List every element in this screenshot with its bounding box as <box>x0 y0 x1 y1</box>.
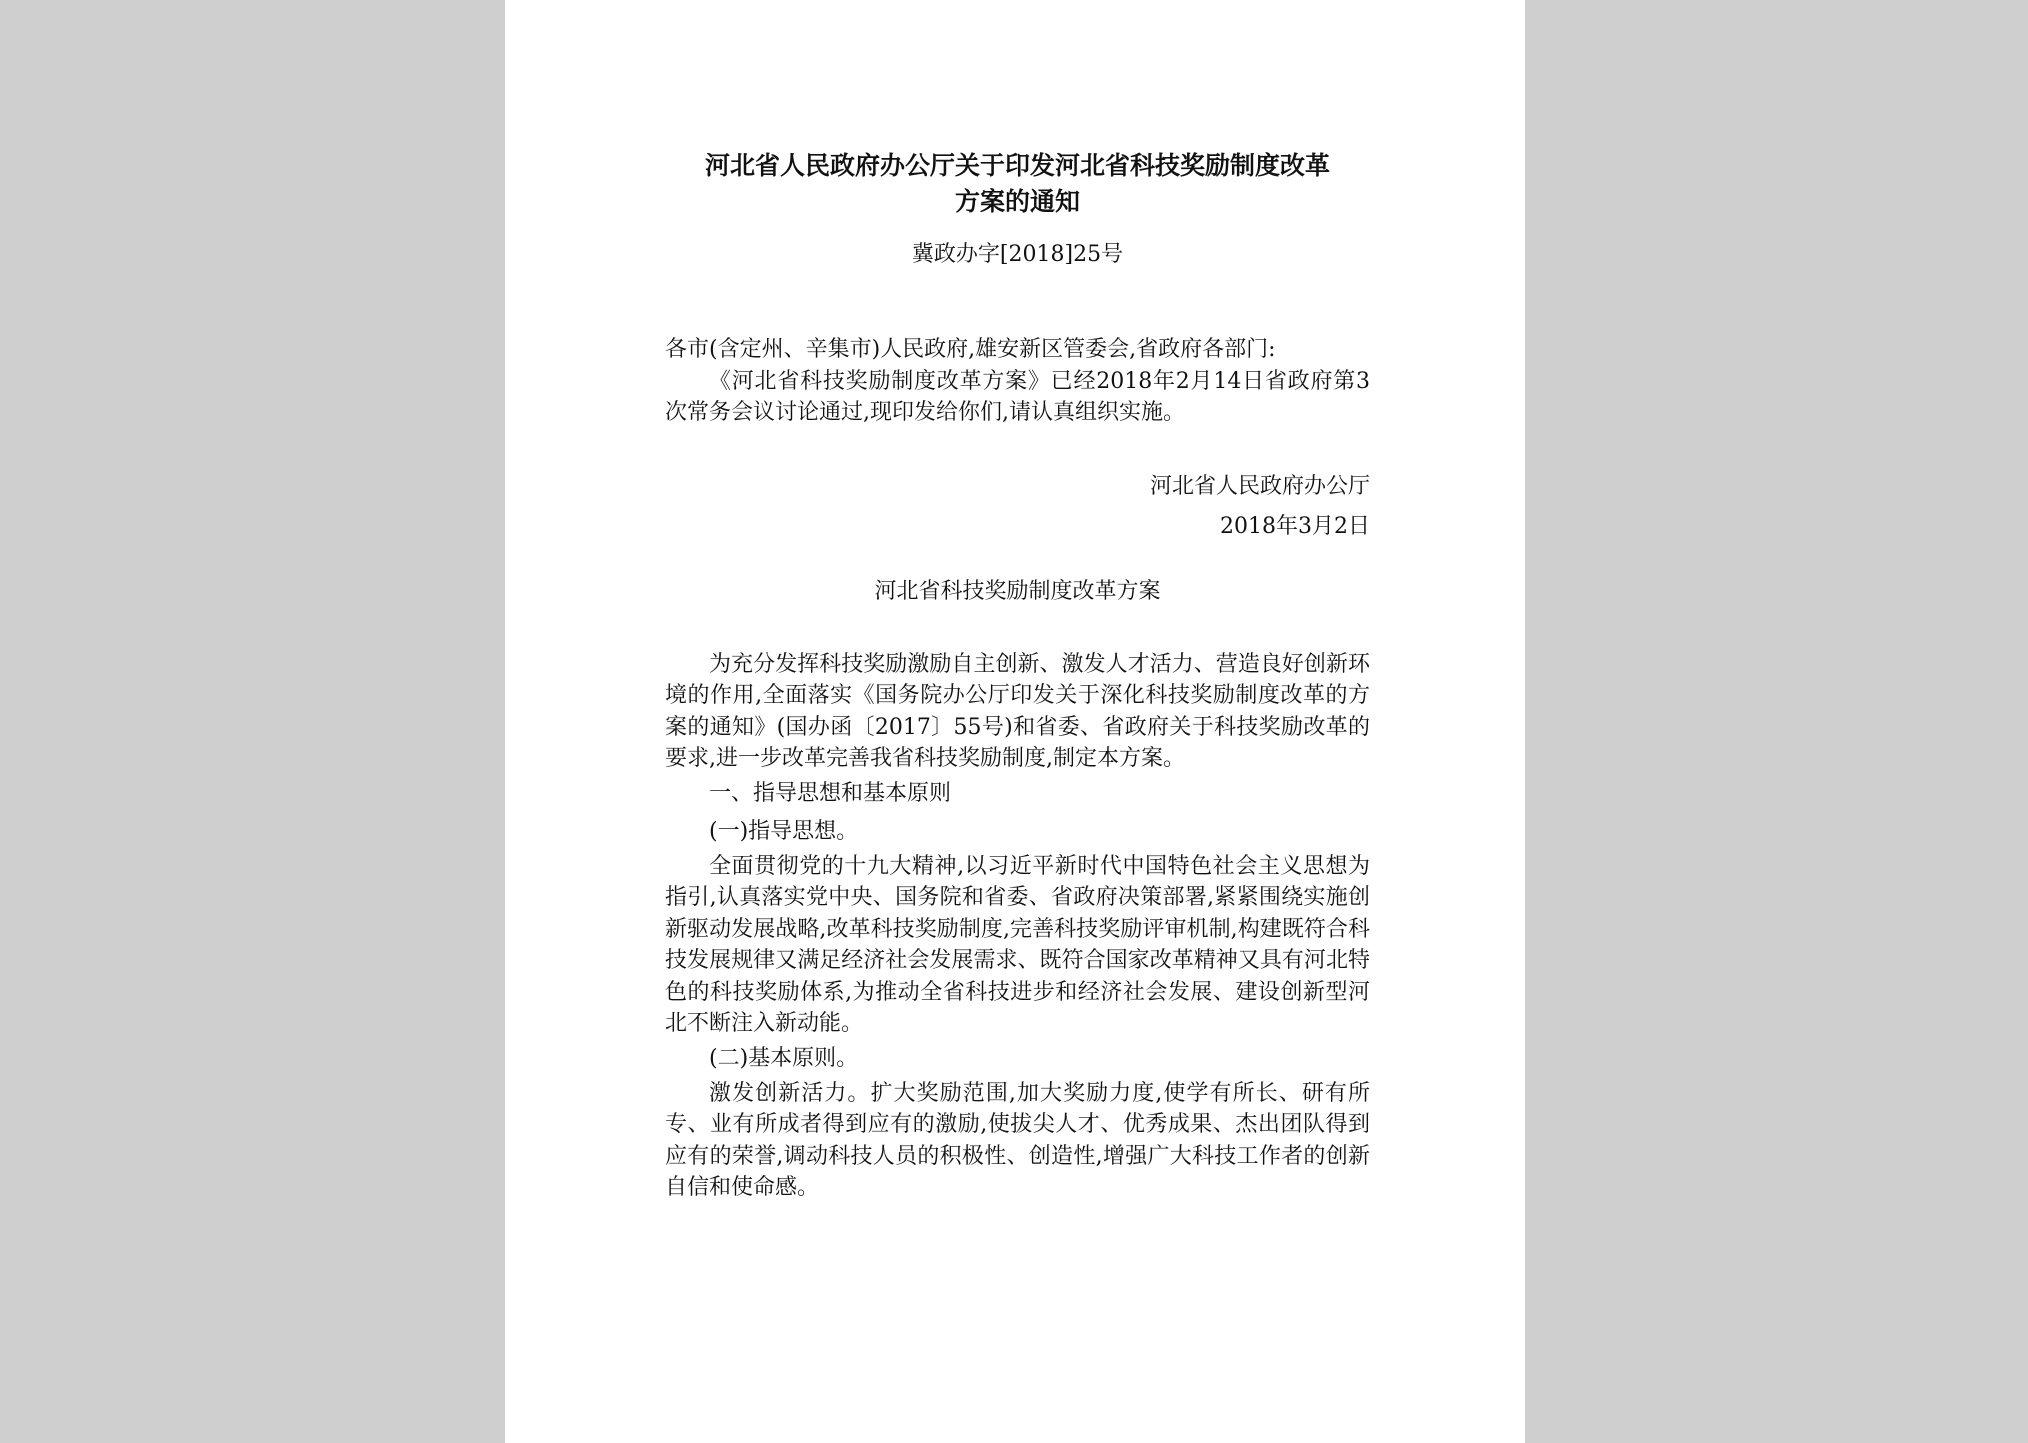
document-page <box>505 0 1525 1443</box>
addressee: 各市(含定州、辛集市)人民政府,雄安新区管委会,省政府各部门: <box>665 337 1276 362</box>
document-title-line-1: 河北省人民政府办公厅关于印发河北省科技奖励制度改革 <box>704 151 1330 180</box>
subsection-1-heading: (一)指导思想。 <box>709 818 859 844</box>
section-1-heading: 一、指导思想和基本原则 <box>709 780 952 806</box>
signature-block <box>665 467 1370 547</box>
document-title <box>665 148 1370 220</box>
document-title-line-2: 方案的通知 <box>954 187 1080 216</box>
issue-date: 2018年3月2日 <box>1220 513 1370 539</box>
principle-paragraph: 激发创新活力。扩大奖励范围,加大奖励力度,使学有所长、研有所专、业有所成者得到应有的激励,使拔尖人才、优秀成果、杰出团队得到应有的荣誉,调动科技人员的积极性、创造性,增强广大科技工作者的创新自信和使命感。 <box>665 1080 1370 1200</box>
subsection-2-heading: (二)基本原则。 <box>709 1045 859 1071</box>
plan-title: 河北省科技奖励制度改革方案 <box>874 578 1161 604</box>
guiding-paragraph: 全面贯彻党的十九大精神,以习近平新时代中国特色社会主义思想为指引,认真落实党中央、国务院和省委、省政府决策部署,紧紧围绕实施创新驱动发展战略,改革科技奖励制度,完善科技奖励评审机制,构建既符合科技发展规律又满足经济社会发展需求、既符合国家改革精神又具有河北特色的科技奖励体系,为推动全省科技进步和经济社会发展、建设创新型河北不断注入新动能。 <box>665 853 1370 1036</box>
document-number: 冀政办字[2018]25号 <box>911 242 1124 267</box>
intro-paragraph: 为充分发挥科技奖励激励自主创新、激发人才活力、营造良好创新环境的作用,全面落实《国务院办公厅印发关于深化科技奖励制度改革的方案的通知》(国办函〔2017〕55号)和省委、省政府关于科技奖励改革的要求,进一步改革完善我省科技奖励制度,制定本方案。 <box>665 651 1370 771</box>
document-content <box>665 148 1370 1204</box>
signatory: 河北省人民政府办公厅 <box>1149 473 1370 499</box>
notice-body: 《河北省科技奖励制度改革方案》已经2018年2月14日省政府第3次常务会议讨论通过,现印发给你们,请认真组织实施。 <box>665 368 1370 425</box>
